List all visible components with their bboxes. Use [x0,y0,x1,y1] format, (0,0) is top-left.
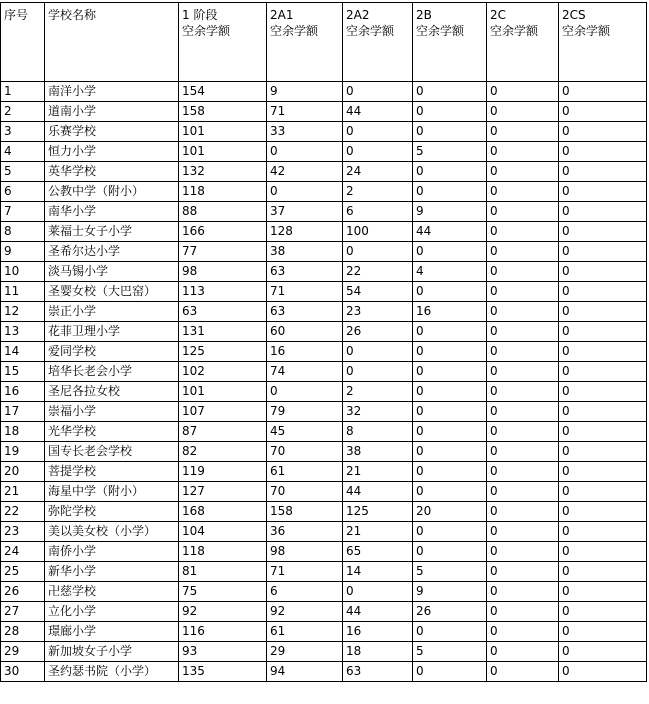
cell-index: 3 [1,122,45,142]
cell-phase-1: 132 [179,162,267,182]
cell-phase-2a2: 54 [343,282,413,302]
cell-phase-2a2: 22 [343,262,413,282]
cell-phase-2a2: 23 [343,302,413,322]
cell-phase-2a2: 65 [343,542,413,562]
cell-phase-2b: 5 [413,562,487,582]
cell-phase-2a1: 61 [267,622,343,642]
cell-phase-1: 154 [179,82,267,102]
table-row [1,362,647,382]
cell-phase-1: 92 [179,602,267,622]
table-row [1,282,647,302]
cell-phase-2a1: 79 [267,402,343,422]
cell-phase-2a2: 21 [343,462,413,482]
header-phase-2a2: 2A2 空余学额 [343,3,413,82]
cell-phase-2a1: 61 [267,462,343,482]
cell-phase-1: 101 [179,142,267,162]
cell-school-name: 圣尼各拉女校 [45,382,179,402]
cell-phase-2b: 0 [413,382,487,402]
cell-phase-2b: 5 [413,142,487,162]
cell-phase-2c: 0 [487,562,559,582]
cell-phase-1: 158 [179,102,267,122]
table-row [1,162,647,182]
cell-phase-1: 113 [179,282,267,302]
cell-phase-2a1: 70 [267,482,343,502]
cell-index: 21 [1,482,45,502]
cell-phase-2a1: 9 [267,82,343,102]
cell-phase-2a2: 125 [343,502,413,522]
cell-school-name: 英华学校 [45,162,179,182]
cell-phase-2cs: 0 [559,482,647,502]
cell-phase-2c: 0 [487,222,559,242]
cell-phase-2a1: 29 [267,642,343,662]
cell-index: 24 [1,542,45,562]
table-row [1,202,647,222]
cell-phase-2c: 0 [487,522,559,542]
cell-phase-2cs: 0 [559,242,647,262]
cell-phase-2a1: 60 [267,322,343,342]
cell-index: 30 [1,662,45,682]
cell-phase-1: 82 [179,442,267,462]
cell-phase-2a1: 74 [267,362,343,382]
cell-phase-1: 77 [179,242,267,262]
cell-phase-2b: 0 [413,362,487,382]
cell-index: 26 [1,582,45,602]
cell-index: 5 [1,162,45,182]
cell-phase-2b: 0 [413,442,487,462]
table-row [1,442,647,462]
cell-phase-2c: 0 [487,482,559,502]
cell-phase-1: 119 [179,462,267,482]
cell-phase-2c: 0 [487,542,559,562]
cell-phase-2c: 0 [487,322,559,342]
cell-school-name: 培华长老会小学 [45,362,179,382]
cell-phase-2b: 44 [413,222,487,242]
cell-school-name: 南洋小学 [45,82,179,102]
cell-phase-1: 125 [179,342,267,362]
cell-school-name: 乐赛学校 [45,122,179,142]
cell-phase-2b: 5 [413,642,487,662]
cell-phase-2c: 0 [487,302,559,322]
cell-phase-2cs: 0 [559,202,647,222]
cell-phase-2c: 0 [487,262,559,282]
cell-phase-2a2: 44 [343,602,413,622]
cell-school-name: 淡马锡小学 [45,262,179,282]
table-row [1,402,647,422]
cell-phase-2b: 0 [413,402,487,422]
cell-phase-2b: 0 [413,182,487,202]
cell-phase-2a2: 0 [343,362,413,382]
table-row [1,522,647,542]
cell-phase-2cs: 0 [559,462,647,482]
cell-phase-2b: 0 [413,242,487,262]
cell-phase-2a2: 32 [343,402,413,422]
cell-index: 29 [1,642,45,662]
cell-school-name: 光华学校 [45,422,179,442]
cell-phase-2cs: 0 [559,582,647,602]
cell-phase-2a2: 0 [343,122,413,142]
cell-school-name: 卍慈学校 [45,582,179,602]
cell-phase-2b: 0 [413,282,487,302]
cell-index: 12 [1,302,45,322]
cell-phase-1: 81 [179,562,267,582]
cell-phase-2a2: 26 [343,322,413,342]
cell-phase-2a1: 92 [267,602,343,622]
cell-phase-2a1: 16 [267,342,343,362]
cell-school-name: 弥陀学校 [45,502,179,522]
cell-phase-2a2: 2 [343,182,413,202]
cell-index: 6 [1,182,45,202]
table-row [1,642,647,662]
cell-phase-2c: 0 [487,142,559,162]
table-row [1,82,647,102]
cell-phase-2a1: 6 [267,582,343,602]
cell-phase-2cs: 0 [559,362,647,382]
header-phase-1: 1 阶段 空余学额 [179,3,267,82]
cell-phase-2a1: 63 [267,302,343,322]
cell-phase-2a2: 18 [343,642,413,662]
cell-phase-2a2: 2 [343,382,413,402]
cell-school-name: 崇福小学 [45,402,179,422]
cell-phase-2c: 0 [487,242,559,262]
cell-school-name: 崇正小学 [45,302,179,322]
header-phase-2cs: 2CS 空余学额 [559,3,647,82]
cell-index: 27 [1,602,45,622]
cell-index: 22 [1,502,45,522]
cell-phase-2b: 0 [413,542,487,562]
cell-phase-2cs: 0 [559,322,647,342]
table-row [1,502,647,522]
cell-phase-2c: 0 [487,502,559,522]
cell-phase-2cs: 0 [559,182,647,202]
cell-phase-2c: 0 [487,402,559,422]
cell-phase-2a1: 98 [267,542,343,562]
cell-phase-2a1: 37 [267,202,343,222]
cell-phase-2b: 0 [413,522,487,542]
cell-phase-2a2: 0 [343,242,413,262]
cell-phase-2a1: 71 [267,282,343,302]
cell-school-name: 公教中学（附小） [45,182,179,202]
cell-phase-2a1: 63 [267,262,343,282]
cell-school-name: 新加坡女子小学 [45,642,179,662]
cell-phase-2cs: 0 [559,82,647,102]
cell-phase-2c: 0 [487,82,559,102]
cell-phase-2a2: 21 [343,522,413,542]
cell-school-name: 道南小学 [45,102,179,122]
cell-phase-1: 131 [179,322,267,342]
cell-index: 20 [1,462,45,482]
cell-phase-2b: 0 [413,122,487,142]
cell-phase-1: 135 [179,662,267,682]
table-row [1,182,647,202]
table-row [1,542,647,562]
cell-phase-1: 118 [179,542,267,562]
cell-phase-2b: 0 [413,102,487,122]
cell-phase-2cs: 0 [559,662,647,682]
cell-phase-2cs: 0 [559,122,647,142]
cell-phase-2a1: 128 [267,222,343,242]
cell-phase-2cs: 0 [559,342,647,362]
cell-phase-2cs: 0 [559,222,647,242]
cell-index: 11 [1,282,45,302]
cell-phase-2b: 9 [413,202,487,222]
cell-phase-2c: 0 [487,462,559,482]
cell-phase-2a1: 0 [267,382,343,402]
cell-phase-2a1: 42 [267,162,343,182]
cell-school-name: 莱福士女子小学 [45,222,179,242]
cell-phase-2cs: 0 [559,302,647,322]
cell-phase-2a1: 38 [267,242,343,262]
cell-school-name: 立化小学 [45,602,179,622]
cell-phase-2a1: 71 [267,102,343,122]
cell-phase-2cs: 0 [559,382,647,402]
cell-phase-2a2: 6 [343,202,413,222]
header-row [1,3,647,82]
table-body [1,82,647,682]
table-row [1,142,647,162]
cell-phase-2b: 0 [413,622,487,642]
cell-phase-2b: 9 [413,582,487,602]
cell-index: 25 [1,562,45,582]
cell-index: 23 [1,522,45,542]
cell-phase-1: 166 [179,222,267,242]
table-row [1,662,647,682]
cell-phase-2cs: 0 [559,542,647,562]
cell-phase-2a2: 16 [343,622,413,642]
cell-index: 13 [1,322,45,342]
cell-phase-2c: 0 [487,382,559,402]
table-row [1,382,647,402]
table-row [1,602,647,622]
cell-phase-2a1: 33 [267,122,343,142]
cell-school-name: 圣婴女校（大巴窑） [45,282,179,302]
cell-phase-2cs: 0 [559,442,647,462]
cell-phase-2c: 0 [487,622,559,642]
cell-phase-2a2: 8 [343,422,413,442]
cell-phase-2a1: 45 [267,422,343,442]
cell-index: 8 [1,222,45,242]
table-row [1,322,647,342]
cell-phase-1: 107 [179,402,267,422]
cell-phase-2cs: 0 [559,282,647,302]
table-row [1,342,647,362]
cell-phase-1: 88 [179,202,267,222]
cell-phase-2cs: 0 [559,142,647,162]
cell-phase-2a1: 0 [267,182,343,202]
cell-school-name: 圣约瑟书院（小学） [45,662,179,682]
cell-phase-2cs: 0 [559,642,647,662]
table-row [1,122,647,142]
cell-phase-2a1: 70 [267,442,343,462]
table-row [1,102,647,122]
cell-index: 9 [1,242,45,262]
cell-school-name: 恒力小学 [45,142,179,162]
cell-phase-2c: 0 [487,102,559,122]
cell-phase-2cs: 0 [559,522,647,542]
cell-phase-2c: 0 [487,162,559,182]
cell-school-name: 南华小学 [45,202,179,222]
cell-school-name: 海星中学（附小） [45,482,179,502]
cell-index: 16 [1,382,45,402]
table-row [1,262,647,282]
cell-school-name: 花菲卫理小学 [45,322,179,342]
cell-school-name: 南侨小学 [45,542,179,562]
cell-phase-2a1: 36 [267,522,343,542]
cell-phase-2b: 0 [413,462,487,482]
table-row [1,482,647,502]
cell-index: 17 [1,402,45,422]
cell-phase-1: 87 [179,422,267,442]
cell-phase-2b: 26 [413,602,487,622]
cell-phase-2c: 0 [487,582,559,602]
cell-phase-2b: 0 [413,322,487,342]
cell-phase-2cs: 0 [559,422,647,442]
cell-phase-2c: 0 [487,282,559,302]
cell-phase-1: 98 [179,262,267,282]
cell-phase-2b: 20 [413,502,487,522]
cell-phase-2c: 0 [487,182,559,202]
cell-index: 14 [1,342,45,362]
cell-phase-1: 118 [179,182,267,202]
table-row [1,462,647,482]
cell-phase-1: 102 [179,362,267,382]
cell-index: 1 [1,82,45,102]
cell-phase-2a2: 100 [343,222,413,242]
cell-phase-1: 63 [179,302,267,322]
cell-phase-2c: 0 [487,662,559,682]
cell-phase-2b: 0 [413,662,487,682]
cell-phase-2c: 0 [487,202,559,222]
cell-phase-2a2: 0 [343,582,413,602]
table-row [1,222,647,242]
header-school-name: 学校名称 [45,3,179,82]
cell-phase-2b: 0 [413,342,487,362]
cell-phase-2a2: 0 [343,342,413,362]
cell-phase-1: 101 [179,122,267,142]
cell-index: 19 [1,442,45,462]
header-phase-2a1: 2A1 空余学额 [267,3,343,82]
table-row [1,622,647,642]
cell-phase-2c: 0 [487,442,559,462]
cell-phase-2cs: 0 [559,102,647,122]
cell-phase-2cs: 0 [559,602,647,622]
cell-phase-2a2: 0 [343,82,413,102]
cell-phase-2c: 0 [487,422,559,442]
cell-phase-1: 75 [179,582,267,602]
cell-phase-2b: 0 [413,482,487,502]
header-index: 序号 [1,3,45,82]
cell-phase-2a2: 63 [343,662,413,682]
cell-phase-2cs: 0 [559,502,647,522]
cell-phase-1: 168 [179,502,267,522]
cell-phase-2a2: 14 [343,562,413,582]
cell-phase-2c: 0 [487,362,559,382]
cell-phase-2a2: 24 [343,162,413,182]
cell-phase-2c: 0 [487,602,559,622]
cell-school-name: 国专长老会学校 [45,442,179,462]
cell-index: 18 [1,422,45,442]
cell-school-name: 圣希尔达小学 [45,242,179,262]
cell-phase-2c: 0 [487,342,559,362]
cell-phase-2cs: 0 [559,262,647,282]
cell-phase-2a2: 44 [343,482,413,502]
cell-phase-2a2: 0 [343,142,413,162]
cell-phase-2b: 0 [413,422,487,442]
cell-school-name: 美以美女校（小学） [45,522,179,542]
cell-school-name: 爱同学校 [45,342,179,362]
cell-index: 4 [1,142,45,162]
cell-phase-2cs: 0 [559,622,647,642]
cell-phase-2a2: 38 [343,442,413,462]
cell-school-name: 璟廊小学 [45,622,179,642]
cell-school-name: 新华小学 [45,562,179,582]
cell-phase-2a1: 94 [267,662,343,682]
vacancy-table [0,2,647,682]
cell-phase-2b: 4 [413,262,487,282]
table-row [1,562,647,582]
cell-index: 2 [1,102,45,122]
cell-phase-2b: 0 [413,82,487,102]
cell-phase-1: 127 [179,482,267,502]
cell-phase-2c: 0 [487,642,559,662]
cell-phase-1: 104 [179,522,267,542]
header-phase-2c: 2C 空余学额 [487,3,559,82]
cell-phase-1: 116 [179,622,267,642]
table-row [1,582,647,602]
table-row [1,302,647,322]
cell-phase-1: 101 [179,382,267,402]
cell-index: 28 [1,622,45,642]
table-row [1,242,647,262]
cell-phase-1: 93 [179,642,267,662]
cell-phase-2b: 0 [413,162,487,182]
cell-school-name: 菩提学校 [45,462,179,482]
cell-phase-2cs: 0 [559,162,647,182]
cell-phase-2a1: 158 [267,502,343,522]
cell-phase-2a2: 44 [343,102,413,122]
cell-phase-2a1: 0 [267,142,343,162]
cell-phase-2b: 16 [413,302,487,322]
cell-index: 7 [1,202,45,222]
cell-index: 15 [1,362,45,382]
cell-phase-2c: 0 [487,122,559,142]
cell-phase-2cs: 0 [559,562,647,582]
table-row [1,422,647,442]
header-phase-2b: 2B 空余学额 [413,3,487,82]
cell-phase-2cs: 0 [559,402,647,422]
cell-phase-2a1: 71 [267,562,343,582]
cell-index: 10 [1,262,45,282]
